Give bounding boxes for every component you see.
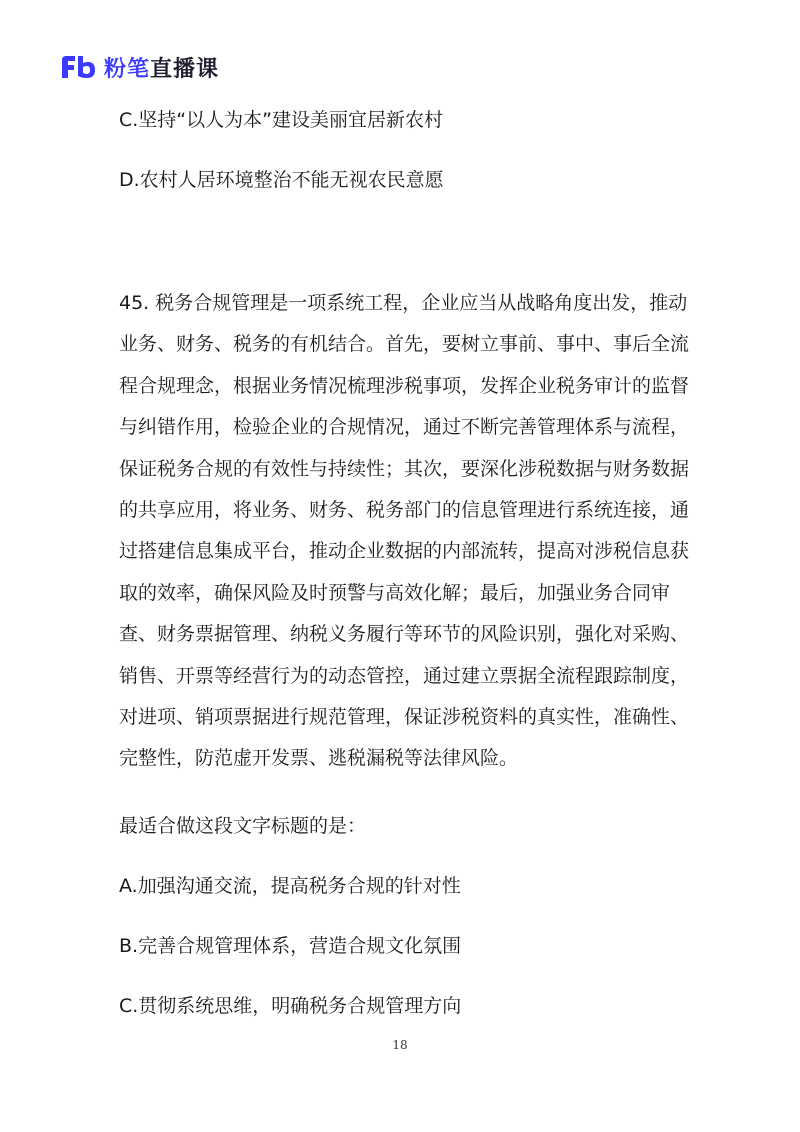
option-b: B.完善合规管理体系，营造合规文化氛围 xyxy=(119,935,462,957)
prev-option-c: C.坚持“以人为本”建设美丽宜居新农村 xyxy=(119,109,443,131)
question-45-passage xyxy=(119,283,690,780)
passage-line: 与纠错作用，检验企业的合规情况，通过不断完善管理体系与流程， xyxy=(119,416,690,439)
passage-line: 45. 税务合规管理是一项系统工程，企业应当从战略角度出发，推动 xyxy=(119,292,688,314)
brand-name: 粉笔 xyxy=(104,56,151,82)
brand-header xyxy=(60,50,219,84)
option-a: A.加强沟通交流，提高税务合规的针对性 xyxy=(119,875,461,897)
option-c: C.贯彻系统思维，明确税务合规管理方向 xyxy=(119,995,462,1017)
passage-line: 的共享应用，将业务、财务、税务部门的信息管理进行系统连接，通 xyxy=(119,498,690,521)
passage-line: 业务、财务、税务的有机结合。首先，要树立事前、事中、事后全流 xyxy=(119,333,690,356)
passage-line: 保证税务合规的有效性与持续性；其次，要深化涉税数据与财务数据 xyxy=(119,457,690,480)
page-number: 18 xyxy=(392,1038,408,1052)
passage-line: 程合规理念，根据业务情况梳理涉税事项，发挥企业税务审计的监督 xyxy=(119,374,690,397)
question-prompt: 最适合做这段文字标题的是： xyxy=(119,815,367,837)
passage-line: 销售、开票等经营行为的动态管控，通过建立票据全流程跟踪制度， xyxy=(119,664,690,687)
passage-line: 完整性，防范虚开发票、逃税漏税等法律风险。 xyxy=(119,747,519,770)
passage-line: 查、财务票据管理、纳税义务履行等环节的风险识别，强化对采购、 xyxy=(119,623,690,646)
passage-line: 对进项、销项票据进行规范管理，保证涉税资料的真实性，准确性、 xyxy=(119,705,690,728)
passage-line: 过搭建信息集成平台，推动企业数据的内部流转，提高对涉税信息获 xyxy=(119,540,690,563)
prev-option-d: D.农村人居环境整治不能无视农民意愿 xyxy=(119,169,444,191)
fenbi-logo-icon xyxy=(60,52,98,82)
brand-subtitle: 直播课 xyxy=(150,56,220,82)
passage-line: 取的效率，确保风险及时预警与高效化解；最后，加强业务合同审 xyxy=(119,581,671,604)
